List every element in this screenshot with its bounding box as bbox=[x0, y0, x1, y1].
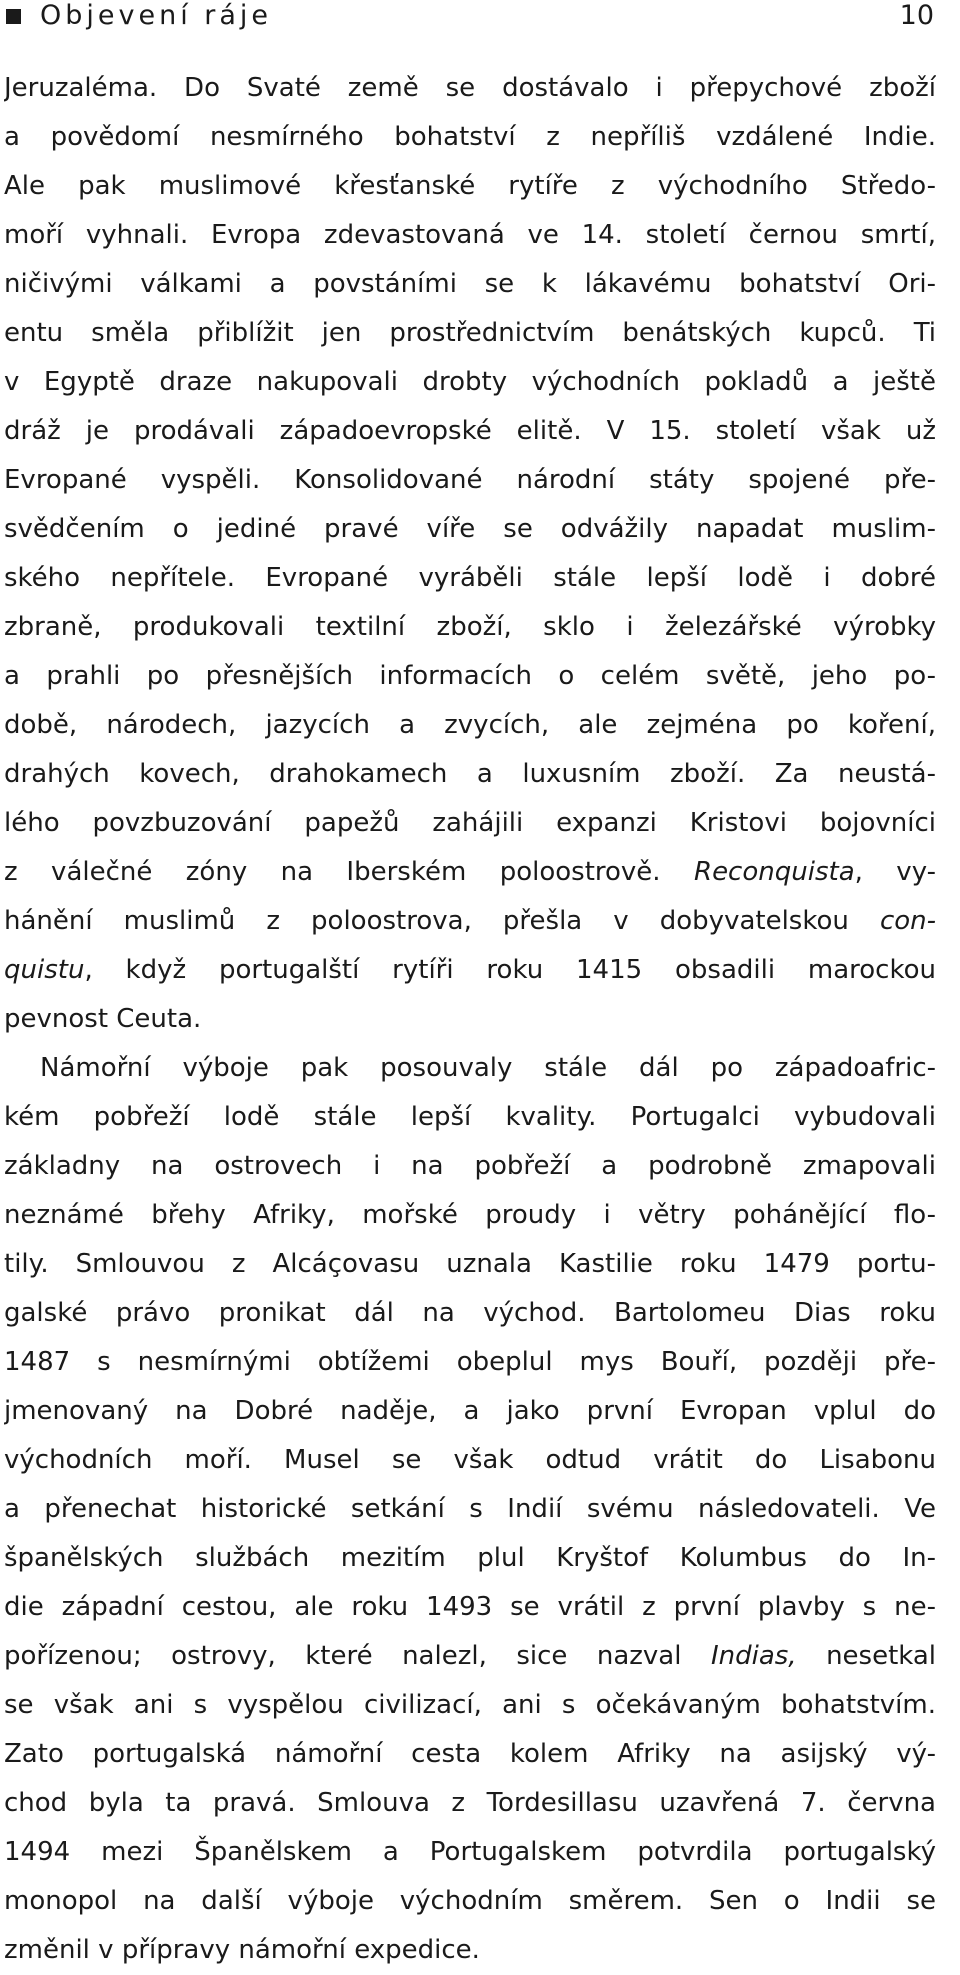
text-line: 1494 mezi Španělskem a Portugalskem potvrdila portugalský bbox=[4, 1837, 936, 1867]
text-line: Zato portugalská námořní cesta kolem Afriky na asijský vý- bbox=[4, 1739, 936, 1769]
text-line: neznámé břehy Afriky, mořské proudy i větry pohánějící flo- bbox=[4, 1200, 936, 1230]
page-number: 10 bbox=[899, 0, 934, 31]
text-line: v Egyptě draze nakupovali drobty východních pokladů a ještě bbox=[4, 367, 936, 397]
text-line bbox=[4, 848, 936, 897]
body-text bbox=[0, 64, 960, 1975]
text-line: dráž je prodávali západoevropské elitě. V 15. století však už bbox=[4, 416, 936, 446]
text-line: Námořní výboje pak posouvaly stále dál po západoafric- bbox=[40, 1053, 936, 1083]
text-line: a přenechat historické setkání s Indií svému následovateli. Ve bbox=[4, 1494, 936, 1524]
italic-term-conquista-part2: quistu bbox=[4, 955, 85, 985]
text-line: lého povzbuzování papežů zahájili expanzi Kristovi bojovníci bbox=[4, 808, 936, 838]
text-line: drahých kovech, drahokamech a luxusním zboží. Za neustá- bbox=[4, 759, 936, 789]
text-line: galské právo pronikat dál na východ. Bartolomeu Dias roku bbox=[4, 1298, 936, 1328]
text-run: , vy- bbox=[854, 857, 936, 887]
text-run: hánění muslimů z poloostrova, přešla v dobyvatelskou bbox=[4, 906, 849, 936]
text-run: z válečné zóny na Iberském poloostrově. bbox=[4, 857, 661, 887]
text-line: změnil v přípravy námořní expedice. bbox=[4, 1935, 480, 1965]
text-line: a prahli po přesnějších informacích o celém světě, jeho po- bbox=[4, 661, 936, 691]
text-line: entu směla přiblížit jen prostřednictvím benátských kupců. Ti bbox=[4, 318, 936, 348]
running-header bbox=[0, 0, 960, 32]
text-line: kém pobřeží lodě stále lepší kvality. Portugalci vybudovali bbox=[4, 1102, 936, 1132]
text-line: španělských službách mezitím plul Kryštof Kolumbus do In- bbox=[4, 1543, 936, 1573]
text-line: ského nepřítele. Evropané vyráběli stále lepší lodě i dobré bbox=[4, 563, 936, 593]
text-line: Ale pak muslimové křesťanské rytíře z východního Středo- bbox=[4, 171, 936, 201]
text-run: pořízenou; ostrovy, které nalezl, sice nazval bbox=[4, 1641, 682, 1671]
text-line: se však ani s vyspělou civilizací, ani s očekávaným bohatstvím. bbox=[4, 1690, 936, 1720]
square-bullet-icon bbox=[6, 9, 21, 24]
chapter-title: Objevení ráje bbox=[40, 0, 273, 31]
text-line: jmenovaný na Dobré naděje, a jako první Evropan vplul do bbox=[4, 1396, 936, 1426]
italic-term-indias: Indias, bbox=[710, 1641, 797, 1671]
text-line: moří vyhnali. Evropa zdevastovaná ve 14. století černou smrtí, bbox=[4, 220, 936, 250]
text-line: pevnost Ceuta. bbox=[4, 1004, 202, 1034]
text-line: svědčením o jediné pravé víře se odvážily napadat muslim- bbox=[4, 514, 936, 544]
text-line: Evropané vyspěli. Konsolidované národní státy spojené pře- bbox=[4, 465, 936, 495]
text-run: , když portugalští rytíři roku 1415 obsadili marockou bbox=[84, 955, 936, 985]
text-run: nesetkal bbox=[826, 1641, 936, 1671]
text-line: zbraně, produkovali textilní zboží, sklo i železářské výrobky bbox=[4, 612, 936, 642]
text-line: monopol na další výboje východním směrem. Sen o Indii se bbox=[4, 1886, 936, 1916]
text-line: 1487 s nesmírnými obtížemi obeplul mys Bouří, později pře- bbox=[4, 1347, 936, 1377]
text-line: základny na ostrovech i na pobřeží a podrobně zmapovali bbox=[4, 1151, 936, 1181]
text-line: tily. Smlouvou z Alcáçovasu uznala Kastilie roku 1479 portu- bbox=[4, 1249, 936, 1279]
text-line: východních moří. Musel se však odtud vrátit do Lisabonu bbox=[4, 1445, 936, 1475]
text-line bbox=[4, 897, 936, 946]
text-line: die západní cestou, ale roku 1493 se vrátil z první plavby s ne- bbox=[4, 1592, 936, 1622]
text-line: Jeruzaléma. Do Svaté země se dostávalo i přepychové zboží bbox=[4, 73, 936, 103]
italic-term-conquista-part1: con- bbox=[879, 906, 936, 936]
text-line bbox=[4, 946, 936, 995]
italic-term-reconquista: Reconquista bbox=[694, 857, 855, 887]
text-line bbox=[4, 1632, 936, 1681]
text-line: a povědomí nesmírného bohatství z nepříliš vzdálené Indie. bbox=[4, 122, 936, 152]
text-line: chod byla ta pravá. Smlouva z Tordesillasu uzavřená 7. června bbox=[4, 1788, 936, 1818]
text-line: době, národech, jazycích a zvycích, ale zejména po koření, bbox=[4, 710, 936, 740]
text-line: ničivými válkami a povstáními se k lákavému bohatství Ori- bbox=[4, 269, 936, 299]
